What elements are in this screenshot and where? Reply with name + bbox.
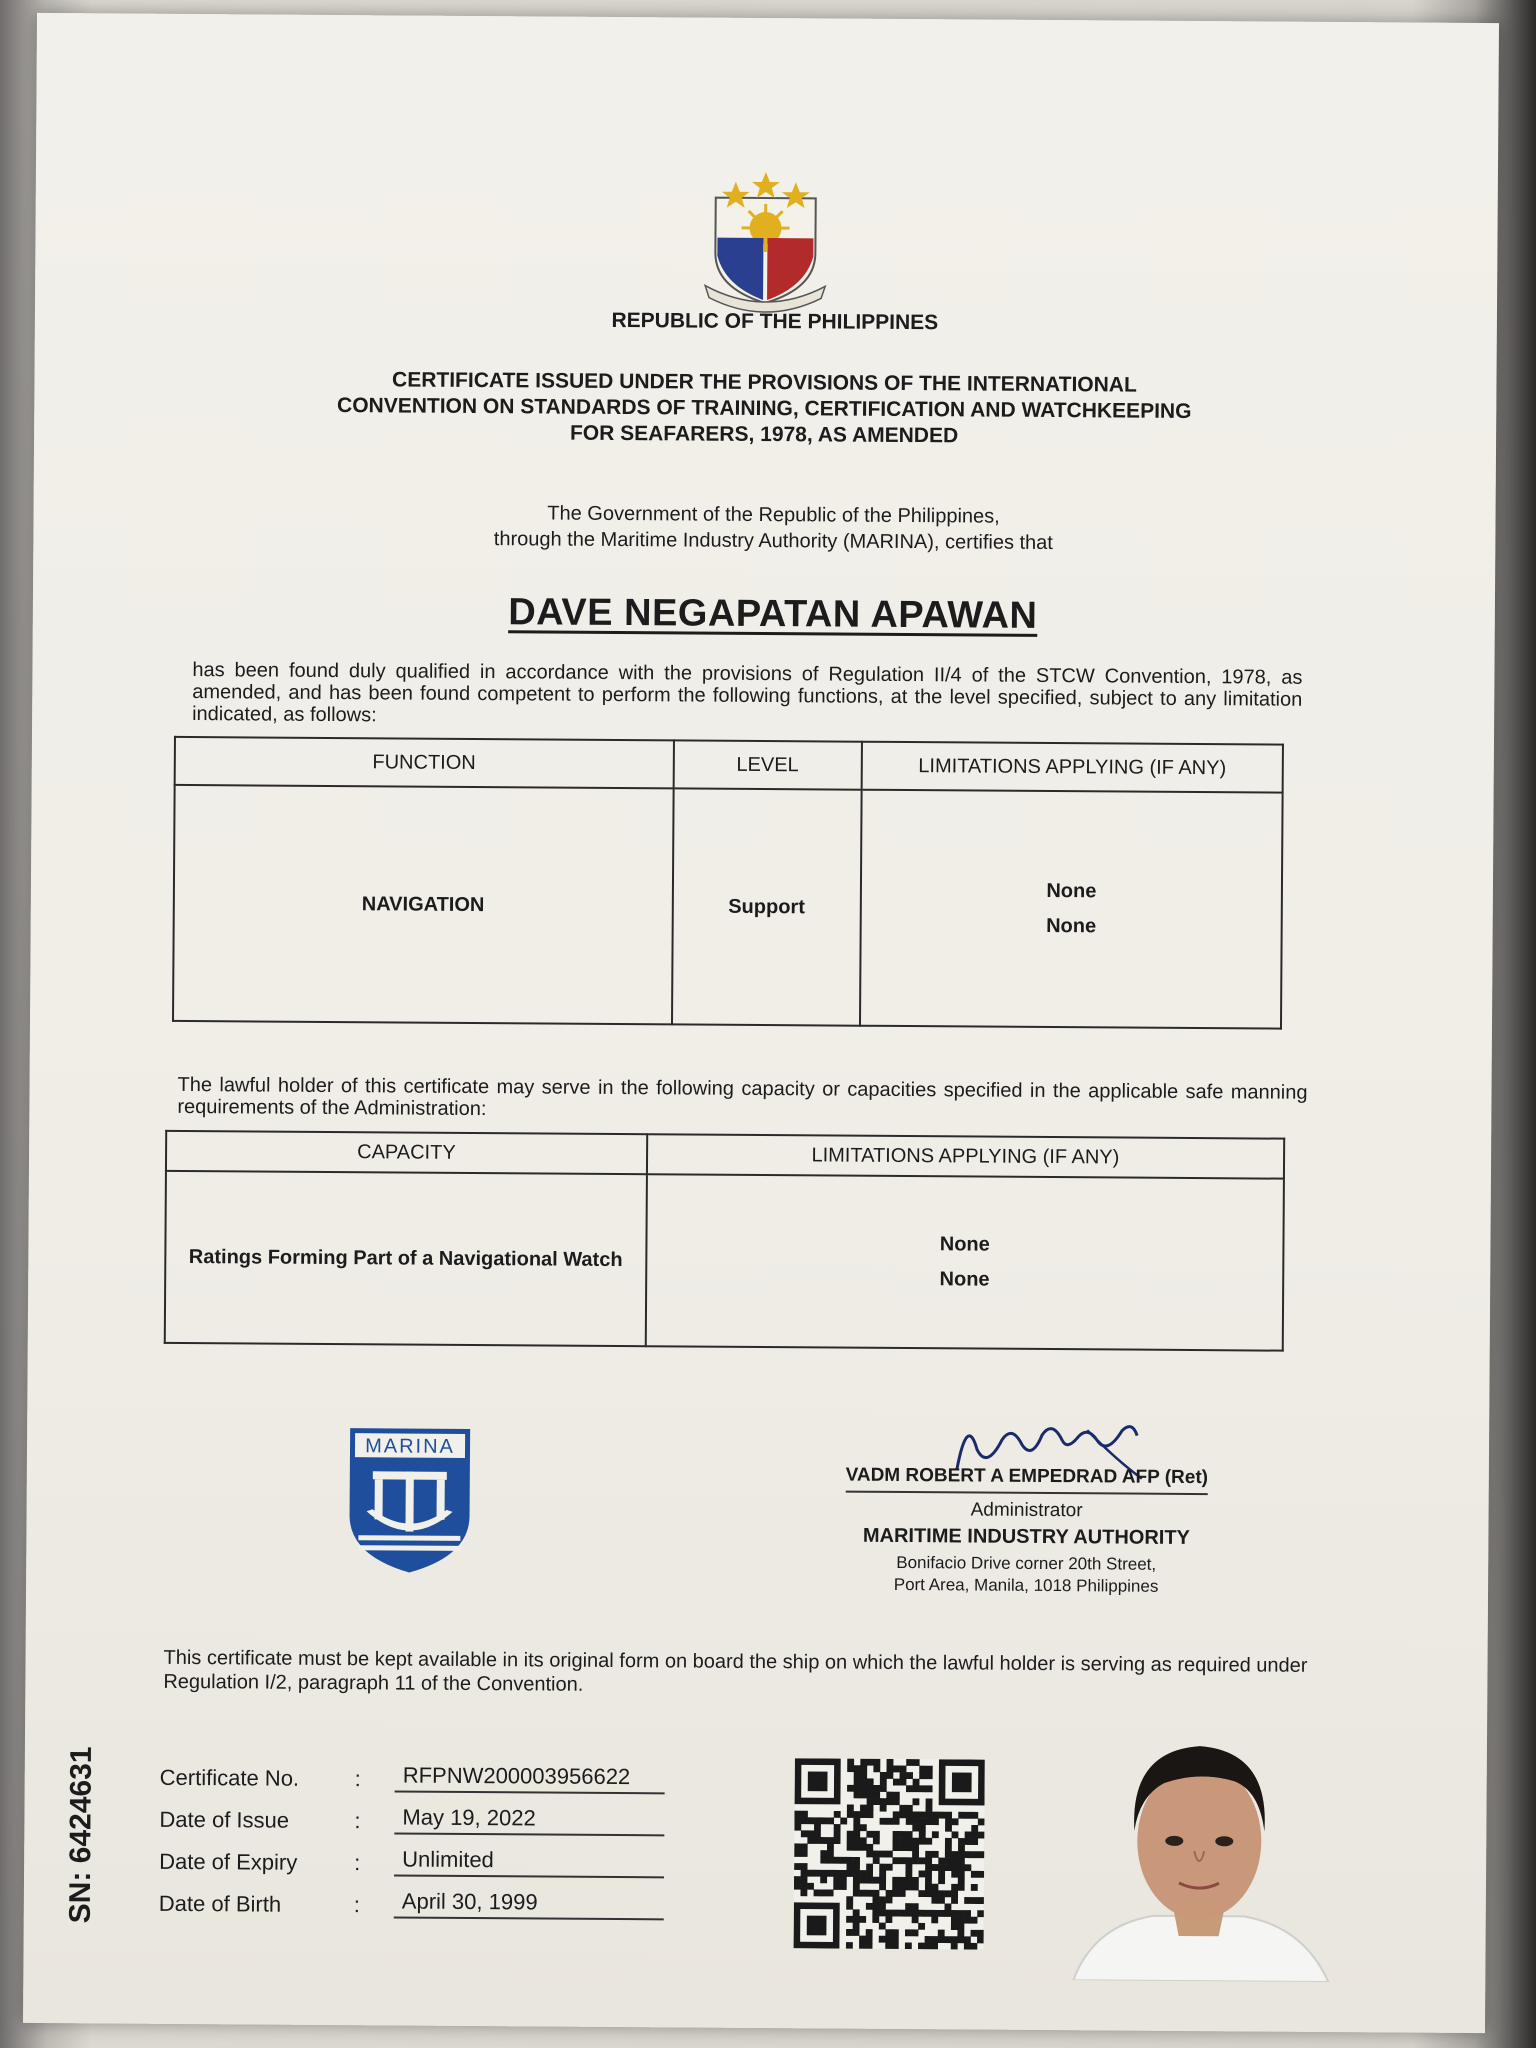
capacity-text: The lawful holder of this certificate may serve in the following capacity or capacities specified in the applicable safe manning requirements of the Administration: (177, 1073, 1308, 1121)
certificate-no-label: Certificate No. (159, 1764, 300, 1791)
holder-name-block (363, 590, 1183, 639)
signatory-organization: MARITIME INDUSTRY AUTHORITY (862, 1524, 1191, 1550)
limitations-cell (860, 790, 1283, 1029)
capacity-table (164, 1130, 1285, 1352)
keep-notice: This certificate must be kept available in its original form on board the ship on which the lawful holder is serving as required under Regulation I/2, paragraph 11 of the Convention. (163, 1646, 1308, 1696)
limitation-value: None (1046, 879, 1097, 903)
separator: : (354, 1850, 361, 1876)
marina-anchor-logo-icon (346, 1425, 473, 1576)
detail-row-date-of-issue (159, 1791, 664, 1837)
certificate-title: CERTIFICATE ISSUED UNDER THE PROVISIONS OF THE INTERNATIONAL CONVENTION ON STANDARDS OF TRAINING, CERTIFICATION AND WATCHKEEPING FOR SEAFARERS, 1978, AS AMENDED (337, 368, 1192, 448)
detail-row-date-of-birth (159, 1875, 664, 1921)
separator: : (354, 1766, 361, 1792)
separator: : (354, 1808, 361, 1834)
philippine-seal-icon (675, 167, 856, 318)
limitations-header: LIMITATIONS APPLYING (IF ANY) (862, 742, 1283, 793)
date-of-expiry-label: Date of Expiry (159, 1848, 298, 1875)
country-heading: REPUBLIC OF THE PHILIPPINES (611, 308, 939, 335)
date-of-issue-label: Date of Issue (159, 1806, 290, 1833)
date-of-birth-value: April 30, 1999 (394, 1888, 664, 1920)
holder-name: DAVE NEGAPATAN APAWAN (508, 591, 1038, 637)
limitation-value: None (939, 1268, 990, 1291)
level-header: LEVEL (673, 740, 862, 789)
limitation-value: None (1046, 914, 1097, 938)
detail-row-date-of-expiry (159, 1833, 664, 1879)
separator: : (353, 1892, 361, 1918)
signatory-name: VADM ROBERT A EMPEDRAD AFP (Ret) (846, 1465, 1209, 1496)
limitation-value: None (939, 1233, 990, 1256)
qr-code-icon (794, 1758, 985, 1949)
date-of-birth-label: Date of Birth (158, 1890, 282, 1917)
detail-row-certificate-no (160, 1749, 665, 1795)
function-header: FUNCTION (175, 737, 674, 788)
certificate-page (23, 13, 1499, 2033)
marina-logo-text: MARINA (365, 1435, 456, 1458)
holder-photo (1033, 1710, 1365, 1982)
serial-number: SN: 6424631 (63, 1746, 98, 1924)
serial-number-block (54, 1693, 116, 1923)
level-cell: Support (672, 788, 862, 1025)
date-of-expiry-value: Unlimited (394, 1846, 664, 1878)
date-of-issue-value: May 19, 2022 (394, 1804, 664, 1836)
signatory-role: Administrator (970, 1499, 1083, 1522)
capacity-header: CAPACITY (166, 1131, 647, 1174)
signatory-address: Bonifacio Drive corner 20th Street, Port Area, Manila, 1018 Philippines (893, 1552, 1159, 1596)
functions-table (172, 736, 1284, 1030)
certificate-no-value: RFPNW200003956622 (395, 1762, 665, 1794)
qualification-text: has been found duly qualified in accordance with the provisions of Regulation II/4 of the STCW Convention, 1978, as amended, and has been found competent to perform the following functions, at the level specified, subject to any limitation indicated, as follows: (192, 659, 1303, 727)
function-cell: NAVIGATION (173, 785, 673, 1024)
capacity-cell: Ratings Forming Part of a Navigational Watch (165, 1171, 647, 1346)
certificate-details (159, 1749, 665, 1921)
issuing-statement: The Government of the Republic of the Philippines, through the Maritime Industry Authority (MARINA), certifies that (493, 502, 1053, 555)
signatory-block (796, 1464, 1257, 1598)
capacity-limitations-cell (645, 1174, 1283, 1350)
capacity-limitations-header: LIMITATIONS APPLYING (IF ANY) (647, 1134, 1285, 1178)
